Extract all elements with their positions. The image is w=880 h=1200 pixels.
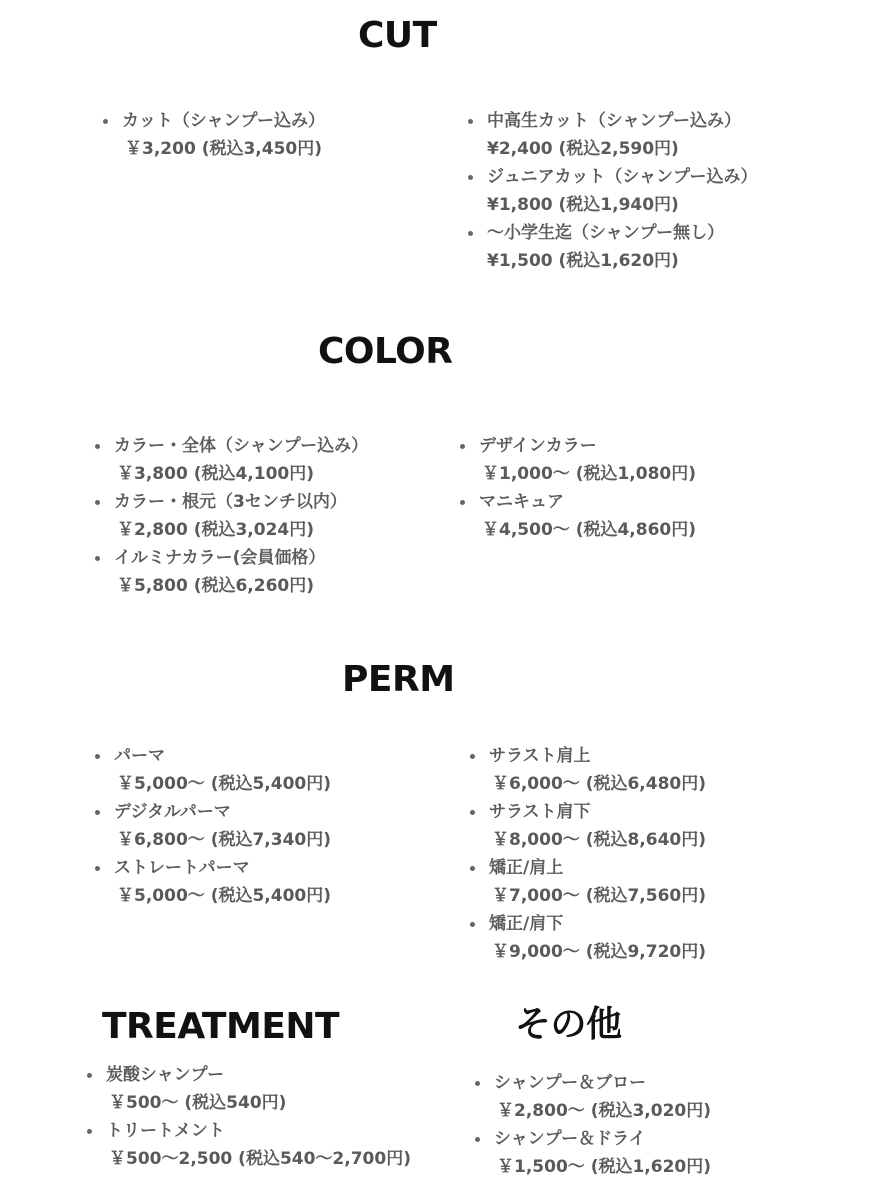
- item-price: ￥2,800～ (税込3,020円): [497, 1101, 712, 1121]
- list-item: [92, 742, 331, 798]
- item-name: ストレートパーマ: [114, 858, 250, 878]
- cut-list-right: [465, 107, 757, 275]
- item-name: ジュニアカット（シャンプー込み）: [487, 167, 758, 187]
- list-item: [92, 488, 368, 544]
- item-name: 中高生カット（シャンプー込み）: [487, 111, 741, 131]
- item-price: ￥5,800 (税込6,260円): [117, 576, 315, 596]
- item-price: ￥8,000～ (税込8,640円): [492, 830, 707, 850]
- item-name: シャンプー＆ドライ: [494, 1129, 646, 1149]
- item-name: デジタルパーマ: [114, 802, 231, 822]
- item-price: ￥6,000～ (税込6,480円): [492, 774, 707, 794]
- item-price: ￥2,800 (税込3,024円): [117, 520, 315, 540]
- cut-heading: CUT: [358, 15, 437, 56]
- list-item: [465, 219, 757, 275]
- item-name: トリートメント: [106, 1121, 225, 1141]
- list-item: [92, 544, 368, 600]
- item-price: ￥1,500～ (税込1,620円): [497, 1157, 712, 1177]
- list-item: [465, 107, 757, 163]
- item-name: カラー・全体（シャンプー込み）: [114, 436, 369, 456]
- list-item: [467, 910, 706, 966]
- item-name: カラー・根元（3センチ以内）: [114, 492, 347, 512]
- item-price: ￥4,500～ (税込4,860円): [482, 520, 697, 540]
- item-price: ¥2,400 (税込2,590円): [487, 139, 679, 159]
- list-item: [457, 488, 696, 544]
- item-price: ￥500～ (税込540円): [109, 1093, 287, 1113]
- other-list: [472, 1069, 711, 1181]
- item-price: ¥1,800 (税込1,940円): [487, 195, 679, 215]
- item-name: シャンプー＆ブロー: [494, 1073, 647, 1093]
- list-item: [467, 742, 706, 798]
- item-price: ￥7,000～ (税込7,560円): [492, 886, 707, 906]
- perm-list-left: [92, 742, 331, 910]
- item-name: カット（シャンプー込み）: [122, 111, 325, 131]
- list-item: [84, 1061, 411, 1117]
- item-price: ￥9,000～ (税込9,720円): [492, 942, 707, 962]
- item-price: ￥5,000～ (税込5,400円): [117, 774, 332, 794]
- color-list-left: [92, 432, 368, 600]
- item-name: 矯正/肩上: [489, 858, 564, 878]
- treatment-list: [84, 1061, 411, 1173]
- list-item: [84, 1117, 411, 1173]
- item-price: ￥6,800～ (税込7,340円): [117, 830, 332, 850]
- color-list-right: [457, 432, 696, 544]
- item-name: イルミナカラー(会員価格）: [114, 548, 326, 568]
- item-name: パーマ: [114, 746, 165, 766]
- color-heading: COLOR: [318, 331, 453, 372]
- item-name: デザインカラー: [479, 436, 597, 456]
- item-price: ￥500～2,500 (税込540～2,700円): [109, 1149, 411, 1169]
- list-item: [92, 432, 368, 488]
- list-item: [472, 1125, 711, 1181]
- item-price: ￥1,000～ (税込1,080円): [482, 464, 697, 484]
- list-item: [467, 798, 706, 854]
- item-name: ～小学生迄（シャンプー無し）: [487, 223, 725, 243]
- other-heading: その他: [515, 1004, 622, 1045]
- list-item: [100, 107, 325, 163]
- list-item: [457, 432, 696, 488]
- treatment-heading: TREATMENT: [102, 1006, 340, 1047]
- item-name: 矯正/肩下: [489, 914, 564, 934]
- list-item: [467, 854, 706, 910]
- item-name: サラスト肩下: [489, 802, 591, 822]
- list-item: [465, 163, 757, 219]
- perm-heading: PERM: [342, 659, 455, 700]
- item-price: ¥1,500 (税込1,620円): [487, 251, 679, 271]
- perm-list-right: [467, 742, 706, 966]
- list-item: [92, 854, 331, 910]
- list-item: [92, 798, 331, 854]
- item-price: ￥3,800 (税込4,100円): [117, 464, 315, 484]
- item-name: マニキュア: [479, 492, 564, 512]
- item-name: 炭酸シャンプー: [106, 1065, 225, 1085]
- item-price: ￥5,000～ (税込5,400円): [117, 886, 332, 906]
- list-item: [472, 1069, 711, 1125]
- item-name: サラスト肩上: [489, 746, 591, 766]
- item-price: ￥3,200 (税込3,450円): [125, 139, 323, 159]
- cut-list-left: [100, 107, 325, 163]
